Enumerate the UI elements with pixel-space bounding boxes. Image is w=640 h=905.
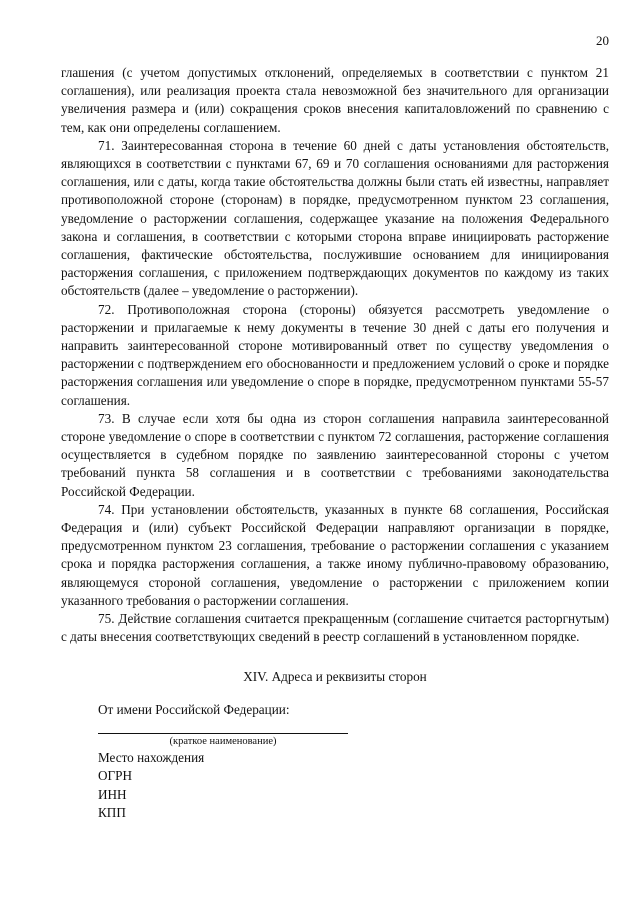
paragraph-73: 73. В случае если хотя бы одна из сторон соглашения направила заинтересованной стороне уведомление о споре в соответствии с пунктом 72 соглашения, расторжение соглашения осуществляется в судебном порядке по заявлению заинтересованной стороны с учетом требований пункта 58 соглашения и в соответствии с требованиями законодательства Российской Федерации. — [61, 410, 609, 499]
field-inn: ИНН — [98, 786, 127, 802]
section-heading: XIV. Адреса и реквизиты сторон — [243, 668, 427, 684]
paragraph-74: 74. При установлении обстоятельств, указанных в пункте 68 соглашения, Российская Федерация и (или) субъект Российской Федерации направляют организации в порядке, предусмотренном пунктом 23 соглашения, требование о расторжении соглашения с указанием срока и порядка расторжения соглашения, а также иному публично-правовому образованию, являющемуся стороной соглашения, уведомление о расторжении с приложением копии указанного требования о расторжении соглашения. — [61, 501, 609, 608]
document-body — [61, 64, 609, 823]
paragraph-continuation: глашения (с учетом допустимых отклонений, определяемых в соответствии с пунктом 21 соглашения), или реализация проекта стала невозможной без значительного для организации увеличения размера и (или) сокращения сроков внесения капиталовложений по сравнению с тем, как они определены соглашением. — [61, 65, 609, 135]
paragraph-71: 71. Заинтересованная сторона в течение 60 дней с даты установления обстоятельств, являющихся в соответствии с пунктами 67, 69 и 70 соглашения основаниями для расторжения соглашения, или с даты, когда такие обстоятельства должны были стать ей известны, направляет противоположной стороне (сторонам) в порядке, предусмотренном пунктом 23 соглашения, уведомление о расторжении соглашения, содержащее указание на положения Федерального закона и соглашения, в соответствии с которыми сторона вправе инициировать расторжение соглашения, фактические обстоятельства, послужившие основанием для инициирования расторжения соглашения, с приложением подтверждающих документов по каждому из таких обстоятельств (далее – уведомление о расторжении). — [61, 137, 609, 299]
signature-intro: От имени Российской Федерации: — [98, 701, 290, 717]
page-number: 20 — [596, 33, 609, 48]
signature-underline — [98, 733, 348, 734]
field-ogrn: ОГРН — [98, 768, 133, 784]
signature-caption: (краткое наименование) — [169, 735, 277, 747]
field-location: Место нахождения — [98, 749, 205, 765]
paragraph-75: 75. Действие соглашения считается прекращенным (соглашение считается расторгнутым) с даты внесения соответствующих сведений в реестр соглашений в установленном порядке. — [61, 611, 609, 645]
field-kpp: КПП — [98, 805, 126, 821]
paragraph-72: 72. Противоположная сторона (стороны) обязуется рассмотреть уведомление о расторжении и прилагаемые к нему документы в течение 30 дней с даты его получения и направить заинтересованной стороне мотивированный ответ по существу уведомления о расторжении с подтверждением его обоснованности и предложением условий о сроке и порядке расторжения соглашения или уведомление о споре в порядке, предусмотренном пунктами 55-57 соглашения. — [61, 301, 609, 408]
